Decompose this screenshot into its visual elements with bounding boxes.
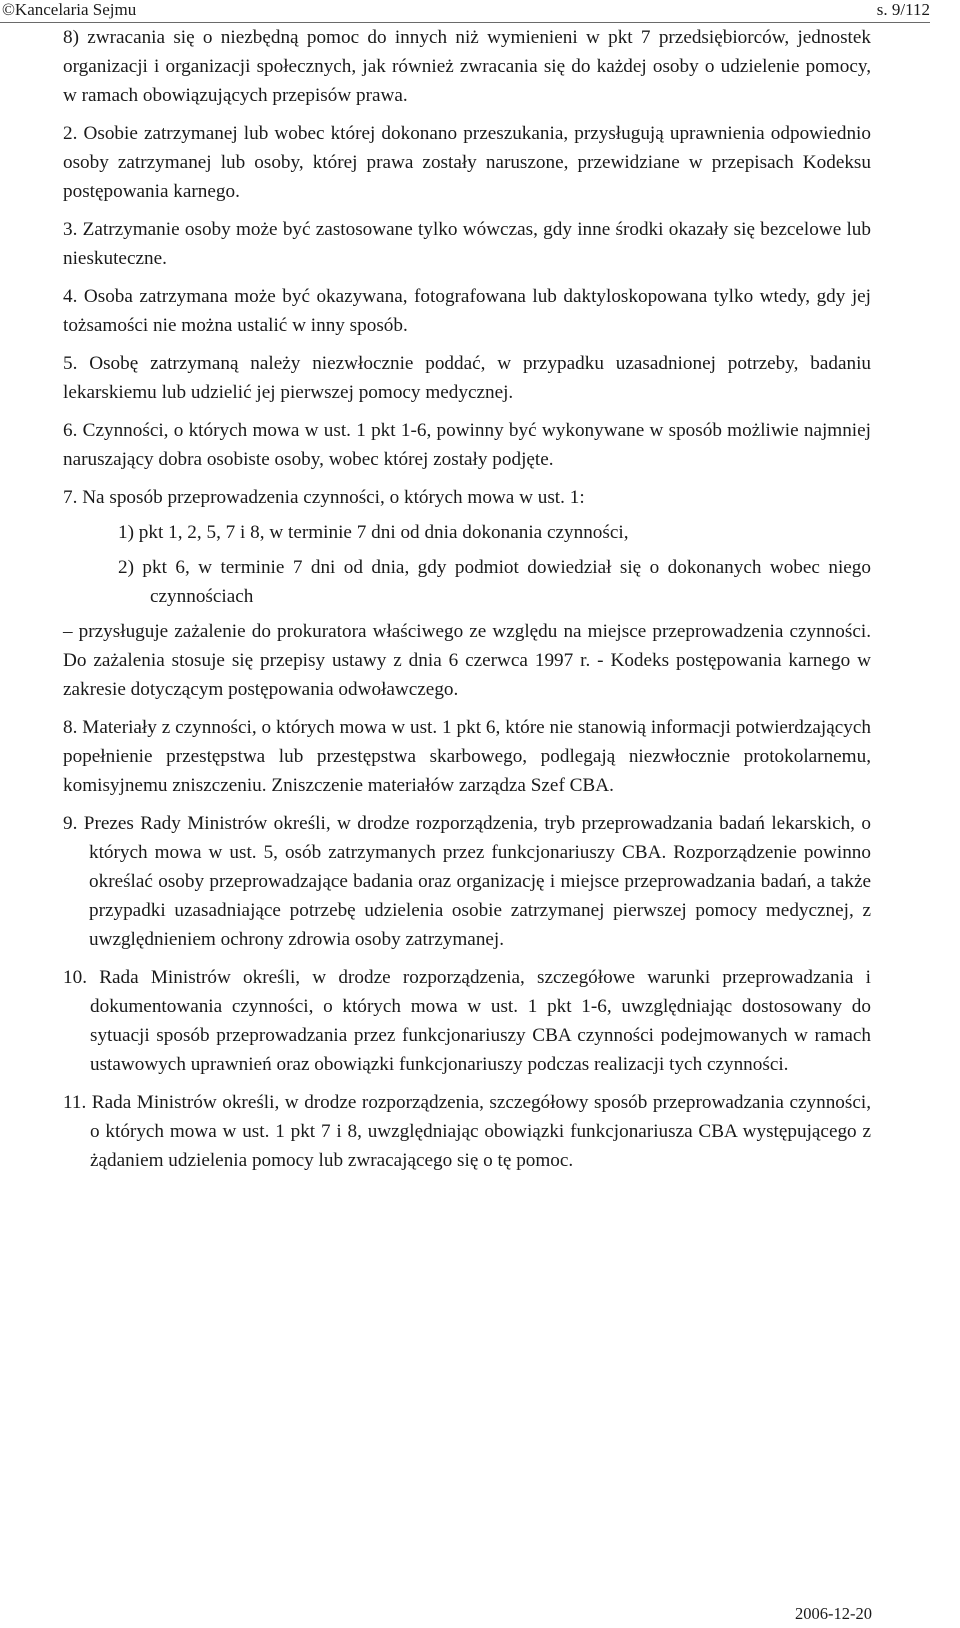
paragraph-ust-4: 4. Osoba zatrzymana może być okazywana, fotografowana lub daktyloskopowana tylko wtedy, gdy jej tożsamości nie można ustalić w inny sposób. — [63, 286, 871, 336]
paragraph-pkt-8: 8) zwracania się o niezbędną pomoc do innych niż wymienieni w pkt 7 przedsiębiorców, jednostek organizacji i organizacji społecznych, jak również zwracania się do każdej osoby o udzielenie pomocy, w ramach obowiązujących przepisów prawa. — [63, 27, 871, 106]
footer-date: 2006-12-20 — [795, 1604, 872, 1623]
document-body — [63, 23, 871, 1184]
paragraph-ust-5: 5. Osobę zatrzymaną należy niezwłocznie poddać, w przypadku uzasadnionej potrzeby, badaniu lekarskiemu lub udzielić jej pierwszej pomocy medycznej. — [63, 353, 871, 403]
paragraph-ust-6: 6. Czynności, o których mowa w ust. 1 pkt 1-6, powinny być wykonywane w sposób możliwie najmniej naruszający dobra osobiste osoby, wobec której zostały podjęte. — [63, 420, 871, 470]
paragraph-ust-3: 3. Zatrzymanie osoby może być zastosowane tylko wówczas, gdy inne środki okazały się bezcelowe lub nieskuteczne. — [63, 219, 871, 269]
header-page-number: s. 9/112 — [876, 0, 930, 19]
list-item-pkt-2: 2) pkt 6, w terminie 7 dni od dnia, gdy podmiot dowiedział się o dokonanych wobec niego czynnościach — [118, 557, 871, 607]
paragraph-ust-9: 9. Prezes Rady Ministrów określi, w drodze rozporządzenia, tryb przeprowadzania badań lekarskich, o których mowa w ust. 5, osób zatrzymanych przez funkcjonariuszy CBA. Rozporządzenie powinno określać osoby przeprowadzające badania oraz organizację i miejsce przeprowadzania badań, a także przypadki uzasadniające potrzebę udzielenia osobie zatrzymanej pierwszej pomocy medycznej, z uwzględnieniem ochrony zdrowia osoby zatrzymanej. — [63, 813, 871, 950]
list-item-pkt-1: 1) pkt 1, 2, 5, 7 i 8, w terminie 7 dni od dnia dokonania czynności, — [118, 522, 629, 543]
paragraph-ust-7: 7. Na sposób przeprowadzenia czynności, o których mowa w ust. 1: — [63, 487, 585, 508]
paragraph-zazalenie: – przysługuje zażalenie do prokuratora właściwego ze względu na miejsce przeprowadzenia czynności. Do zażalenia stosuje się przepisy ustawy z dnia 6 czerwca 1997 r. - Kodeks postępowania karnego w zakresie dotyczącym postępowania odwoławczego. — [63, 621, 871, 700]
paragraph-ust-8: 8. Materiały z czynności, o których mowa w ust. 1 pkt 6, które nie stanowią informacji potwierdzających popełnienie przestępstwa lub przestępstwa skarbowego, podlegają niezwłocznie protokolarnemu, komisyjnemu zniszczeniu. Zniszczenie materiałów zarządza Szef CBA. — [63, 717, 871, 796]
paragraph-ust-10: 10. Rada Ministrów określi, w drodze rozporządzenia, szczegółowe warunki przeprowadzania i dokumentowania czynności, o których mowa w ust. 1 pkt 1-6, uwzględniając dostosowany do sytuacji sposób przeprowadzania przez funkcjonariuszy CBA czynności podejmowanych w ramach ustawowych uprawnień oraz obowiązki funkcjonariuszy podczas realizacji tych czynności. — [63, 967, 871, 1075]
paragraph-ust-11: 11. Rada Ministrów określi, w drodze rozporządzenia, szczegółowy sposób przeprowadzania czynności, o których mowa w ust. 1 pkt 7 i 8, uwzględniając obowiązki funkcjonariusza CBA występującego z żądaniem udzielenia pomocy lub zwracającego się o tę pomoc. — [63, 1092, 871, 1171]
header-copyright: ©Kancelaria Sejmu — [2, 0, 137, 19]
paragraph-ust-2: 2. Osobie zatrzymanej lub wobec której dokonano przeszukania, przysługują uprawnienia odpowiednio osoby zatrzymanej lub osoby, której prawa zostały naruszone, przewidziane w przepisach Kodeksu postępowania karnego. — [63, 123, 871, 202]
